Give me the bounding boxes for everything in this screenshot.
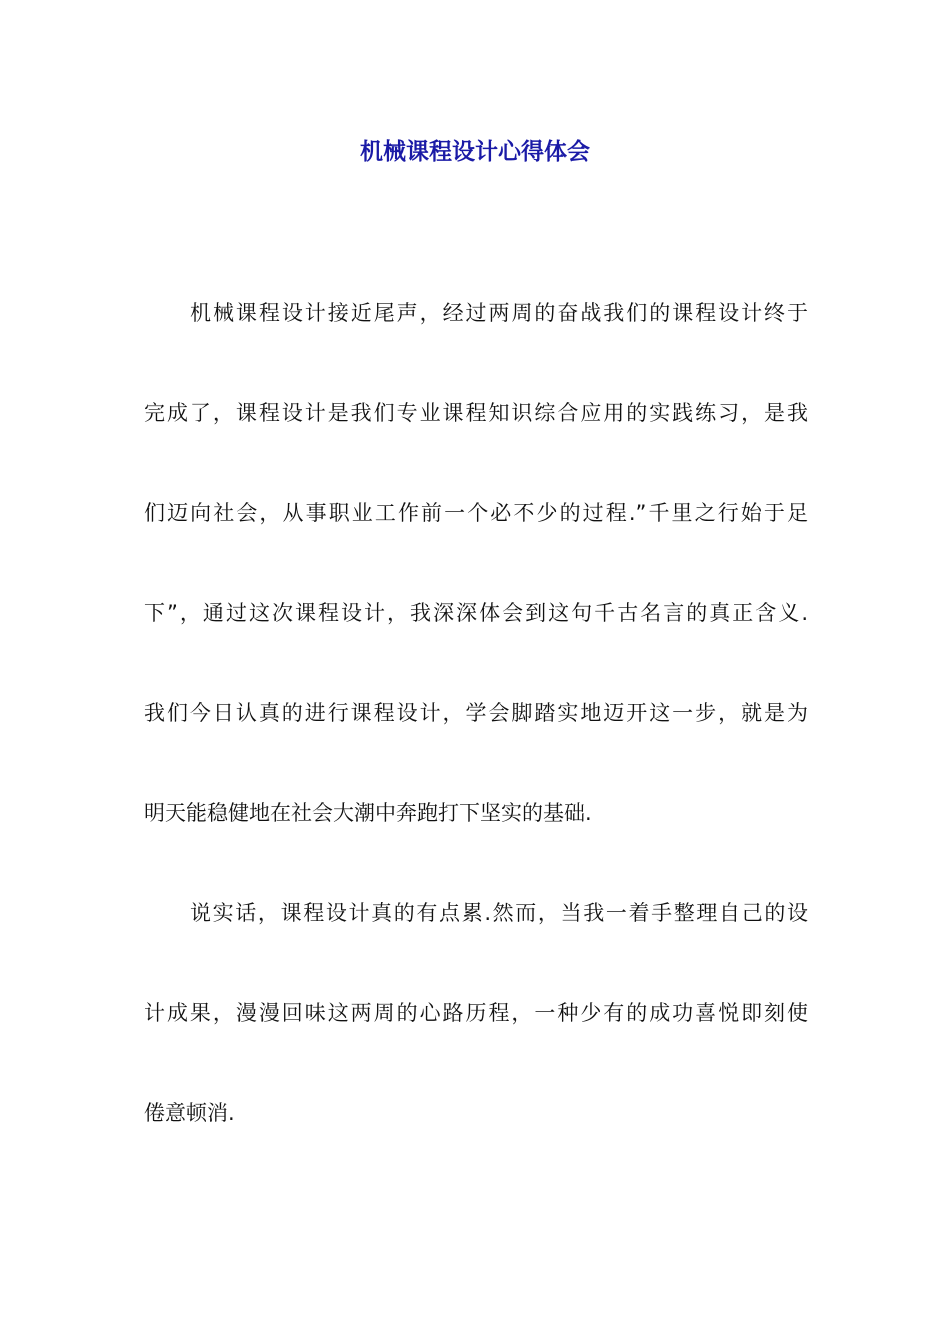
paragraph-line: 说实话，课程设计真的有点累.然而，当我一着手整理自己的设 xyxy=(190,901,808,925)
paragraph-line: 机械课程设计接近尾声，经过两周的奋战我们的课程设计终于 xyxy=(190,301,808,325)
paragraph-line: 我们今日认真的进行课程设计，学会脚踏实地迈开这一步，就是为 xyxy=(144,701,808,725)
paragraph-line: 完成了，课程设计是我们专业课程知识综合应用的实践练习，是我 xyxy=(144,401,808,425)
paragraph-line: 们迈向社会，从事职业工作前一个必不少的过程.”千里之行始于足 xyxy=(144,501,808,525)
paragraph-line: 计成果，漫漫回味这两周的心路历程，一种少有的成功喜悦即刻使 xyxy=(144,1001,808,1025)
document-title: 机械课程设计心得体会 xyxy=(360,139,590,165)
paragraph-line: 下”，通过这次课程设计，我深深体会到这句千古名言的真正含义. xyxy=(144,601,808,625)
paragraph-line: 倦意顿消. xyxy=(144,1101,235,1125)
paragraph-line: 明天能稳健地在社会大潮中奔跑打下坚实的基础. xyxy=(144,801,592,825)
